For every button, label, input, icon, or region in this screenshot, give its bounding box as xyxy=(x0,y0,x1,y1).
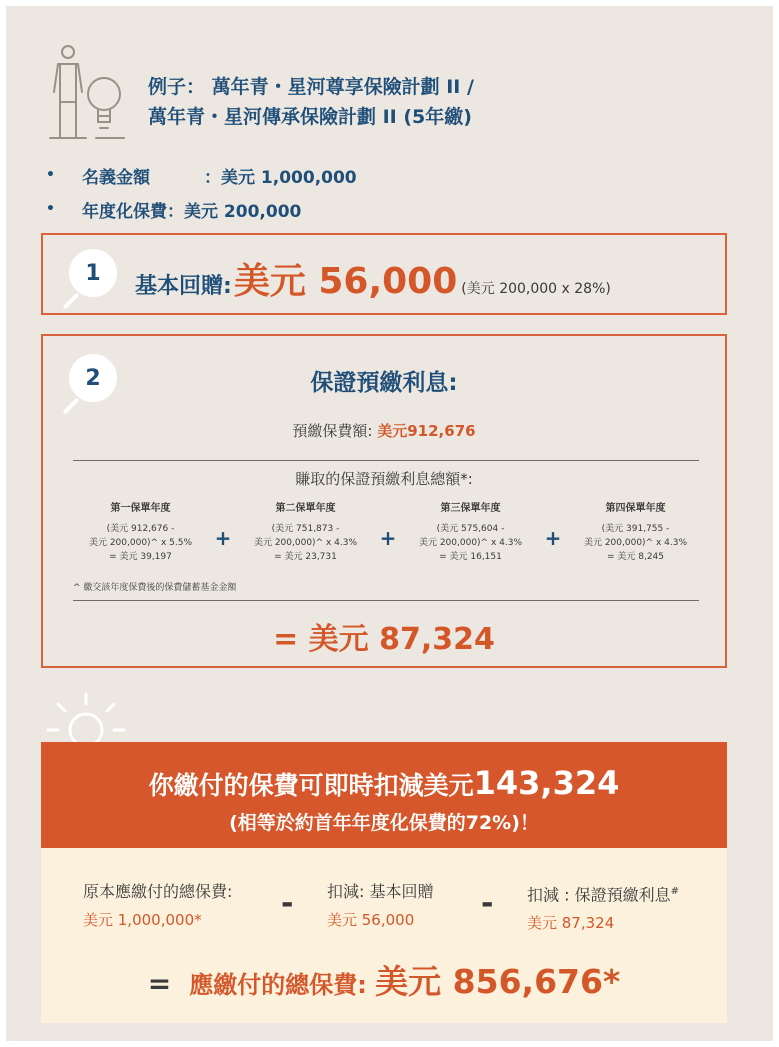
policy-year-formula-1: (美元 751,873 - xyxy=(271,524,340,534)
list-item xyxy=(46,192,357,226)
prepay-interest-deduction-col xyxy=(527,878,679,937)
prepay-interest-title: 保證預繳利息: xyxy=(310,370,458,396)
savings-headline-amount: 143,324 xyxy=(473,764,620,802)
prepay-amount-value: 美元912,676 xyxy=(377,422,476,440)
savings-subline: (相等於約首年年度化保費的72%)！ xyxy=(229,812,539,834)
divider xyxy=(73,460,699,461)
policy-year-result: = 美元 39,197 xyxy=(109,552,172,562)
policy-year-heading: 第四保單年度 xyxy=(605,503,666,514)
title-line-2: 萬年青・星河傳承保險計劃 II (5年繳) xyxy=(148,106,472,128)
prepay-interest-deduction-value: 美元 87,324 xyxy=(527,914,615,933)
basic-rebate-amount: 美元 56,000 xyxy=(233,261,458,302)
plus-sign: + xyxy=(379,526,397,550)
basic-rebate-label: 基本回贈: xyxy=(135,274,232,299)
minus-sign: - xyxy=(481,886,494,921)
policy-year-4 xyxy=(568,502,703,564)
basic-rebate-box xyxy=(41,233,727,315)
prepay-interest-box xyxy=(41,334,727,668)
footnote-mark: # xyxy=(670,886,679,897)
original-premium-col xyxy=(83,878,232,934)
savings-banner xyxy=(41,742,727,848)
total-premium-summary xyxy=(41,848,727,1023)
basic-rebate-line xyxy=(135,253,611,304)
original-premium-value: 美元 1,000,000* xyxy=(83,911,202,929)
policy-year-heading: 第一保單年度 xyxy=(110,503,171,514)
prepay-amount-label: 預繳保費額: xyxy=(292,422,378,440)
net-total-premium xyxy=(41,956,727,1003)
policy-year-result: = 美元 16,151 xyxy=(439,552,502,562)
bullet-sep: ： xyxy=(204,167,221,188)
policy-year-1 xyxy=(73,502,208,564)
interest-total-subtitle: 賺取的保證預繳利息總額*: xyxy=(295,470,473,488)
net-total-value: 美元 856,676* xyxy=(375,962,621,1001)
policy-year-formula-1: (美元 912,676 - xyxy=(106,524,175,534)
equals-sign: = xyxy=(147,967,172,1000)
bullet-label: 年度化保費 xyxy=(82,201,167,222)
policy-year-result: = 美元 8,245 xyxy=(606,552,665,562)
step-number-badge: 1 xyxy=(69,249,117,297)
savings-headline xyxy=(41,764,727,802)
bullet-icon: • xyxy=(46,167,55,183)
net-total-label: 應繳付的總保費: xyxy=(189,971,376,999)
policy-year-formula-1: (美元 391,755 - xyxy=(601,524,670,534)
bullet-icon: • xyxy=(46,201,55,217)
title-line-1: 例子： 萬年青・星河尊享保險計劃 II / xyxy=(148,76,474,98)
basic-rebate-deduction-label: 扣減: 基本回贈 xyxy=(327,882,434,901)
list-item xyxy=(46,158,357,192)
divider xyxy=(73,600,699,601)
magnifier-handle-icon xyxy=(63,398,80,415)
policy-year-formula-2: 美元 200,000)^ x 4.3% xyxy=(583,538,688,548)
bullet-label: 名義金額 xyxy=(82,167,150,188)
summary-bullets xyxy=(46,158,357,226)
savings-headline-text: 你繳付的保費可即時扣減美元 xyxy=(148,771,474,800)
policy-year-heading: 第三保單年度 xyxy=(440,503,501,514)
plus-sign: + xyxy=(214,526,232,550)
minus-sign: - xyxy=(281,886,294,921)
prepay-interest-total: = 美元 87,324 xyxy=(273,622,495,657)
page-title xyxy=(148,72,474,132)
basic-rebate-deduction-value: 美元 56,000 xyxy=(327,911,415,929)
policy-year-formula-2: 美元 200,000)^ x 4.3% xyxy=(253,538,358,548)
policy-year-heading: 第二保單年度 xyxy=(275,503,336,514)
basic-rebate-formula: (美元 200,000 x 28%) xyxy=(461,281,611,297)
policy-year-result: = 美元 23,731 xyxy=(274,552,337,562)
prepay-interest-deduction-text: 扣減 : 保證預繳利息 xyxy=(527,885,671,905)
policy-year-breakdown xyxy=(73,502,703,564)
policy-year-2 xyxy=(238,502,373,564)
basic-rebate-deduction-col xyxy=(327,878,433,934)
bullet-value: 美元 1,000,000 xyxy=(221,167,357,188)
original-premium-label: 原本應繳付的總保費: xyxy=(83,882,233,901)
magnifier-handle-icon xyxy=(63,293,80,310)
plus-sign: + xyxy=(544,526,562,550)
policy-year-3 xyxy=(403,502,538,564)
bullet-sep: ： xyxy=(167,201,184,222)
person-lightbulb-icon xyxy=(46,42,138,146)
bullet-value: 美元 200,000 xyxy=(184,201,302,222)
prepay-interest-deduction-label xyxy=(527,878,679,909)
step-number-badge: 2 xyxy=(69,354,117,402)
policy-year-formula-1: (美元 575,604 - xyxy=(436,524,505,534)
policy-year-formula-2: 美元 200,000)^ x 5.5% xyxy=(88,538,193,548)
prepay-amount-line xyxy=(43,420,725,441)
policy-year-formula-2: 美元 200,000)^ x 4.3% xyxy=(418,538,523,548)
premium-fund-footnote: ^ 繳交該年度保費後的保費儲蓄基金金額 xyxy=(73,583,237,593)
